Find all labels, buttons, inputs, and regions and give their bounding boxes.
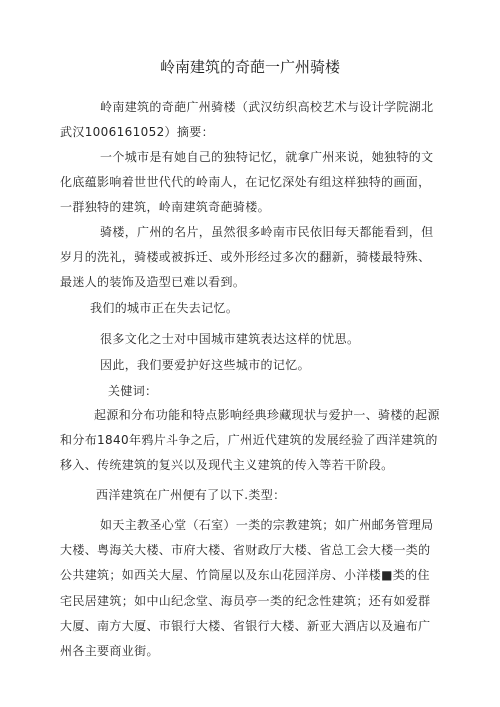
keywords-label: 关健词： bbox=[108, 384, 158, 398]
paragraph-intro: 一个城市是有她自己的独特记忆，就拿广州来说，她独特的文化底蕴影响着世世代代的岭南人，在记忆深处有组这样独特的画面，一群独特的建筑，岭南建筑奇葩骑楼。 bbox=[60, 150, 434, 215]
paragraph-memory-loss: 我们的城市正在失去记忆。 bbox=[90, 301, 239, 315]
paragraph-building-list: 如天主教圣心堂（石室）一类的宗教建筑；如广州邮务管理局大楼、粤海关大楼、市府大楼、省财政厅大楼、省总工会大楼一类的公共建筑；如西关大屋、竹筒屋以及东山花园洋房、小洋楼■类的住宅民居建筑；如中山纪念堂、海员亭一类的纪念性建筑；还有如爱群大厦、南方大厦、市银行大楼、省银行大楼、新亚大酒店以及遍布广州各主要商业街。 bbox=[60, 518, 434, 659]
paragraph-qilou: 骑楼，广州的名片，虽然很多岭南市民依旧每天都能看到，但岁月的洗礼，骑楼或被拆迁、或外形经过多次的翻新，骑楼最特殊、最迷人的装饰及造型已难以看到。 bbox=[60, 225, 434, 290]
paragraph-protect: 因此，我们要爱护好这些城市的记忆。 bbox=[100, 358, 310, 372]
document-title: 岭南建筑的奇葩一广州骑楼 bbox=[159, 58, 340, 76]
paragraph-header: 岭南建筑的奇葩广州骑楼（武汉纺织高校艺术与设计学院湖北武汉1006161052）摘要： bbox=[60, 100, 434, 140]
paragraph-origin: 起源和分布功能和特点影响经典珍藏现状与爱护一、骑楼的起源和分布1840年鸦片斗争之后，广州近代建筑的发展经验了西洋建筑的移入、传统建筑的复兴以及现代主义建筑的传入等若干阶段。 bbox=[60, 408, 440, 473]
paragraph-western-types: 西洋建筑在广州便有了以下.类型： bbox=[96, 488, 286, 502]
paragraph-concern: 很多文化之士对中国城市建筑表达这样的忧思。 bbox=[100, 332, 360, 346]
